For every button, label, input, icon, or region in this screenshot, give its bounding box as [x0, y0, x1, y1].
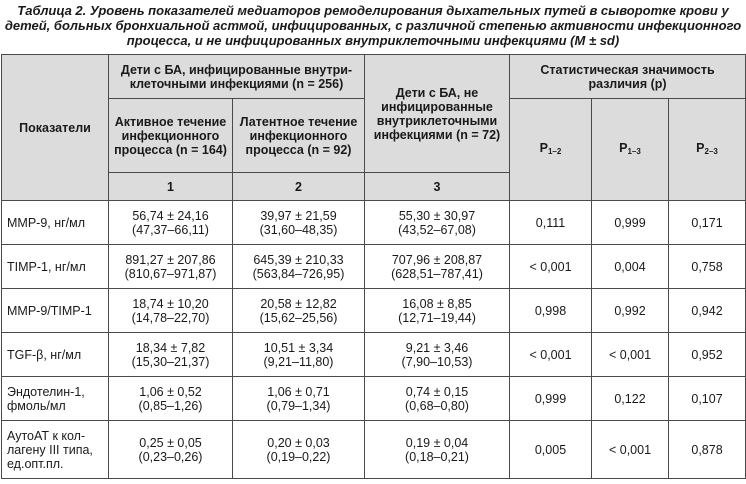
- header-p12: $P_{1-2}$: [510, 99, 592, 201]
- row-label: АутоАТ к коллагену III типа, ед.опт.пл.: [2, 421, 109, 479]
- cell-p13: < 0,001: [592, 421, 669, 479]
- cell-p23: 0,952: [669, 333, 746, 377]
- cell-group-1: 891,27 ± 207,86 (810,67–971,87): [109, 245, 233, 289]
- cell-group-2: 0,20 ± 0,03 (0,19–0,22): [233, 421, 365, 479]
- cell-p23: 0,878: [669, 421, 746, 479]
- header-col-2: 2: [233, 173, 365, 201]
- cell-p23: 0,942: [669, 289, 746, 333]
- header-p13: $P_{1-3}$: [592, 99, 669, 201]
- data-table: [1, 54, 746, 479]
- header-indicator: Показатели: [2, 55, 109, 201]
- row-label: MMP-9, нг/мл: [2, 201, 109, 245]
- cell-p12: 0,998: [510, 289, 592, 333]
- header-p23: $P_{2-3}$: [669, 99, 746, 201]
- cell-p12: 0,111: [510, 201, 592, 245]
- header-col-1: 1: [109, 173, 233, 201]
- header-significance: Статистическая значимость различия (p): [510, 55, 746, 99]
- cell-p12: < 0,001: [510, 245, 592, 289]
- header-col-3: 3: [365, 173, 510, 201]
- cell-p13: 0,122: [592, 377, 669, 421]
- row-label: TGF-β, нг/мл: [2, 333, 109, 377]
- table-caption: Таблица 2. Уровень показателей медиаторов ремоделирования дыхательных путей в сыворотке крови у детей, больных бронхиальной астмой, инфицированных, с различной степенью активности инфекционного процесса, и не инфицированных внутриклеточными инфекциями (M ± sd): [4, 3, 742, 48]
- cell-group-3: 55,30 ± 30,97 (43,52–67,08): [365, 201, 510, 245]
- cell-p12: 0,005: [510, 421, 592, 479]
- cell-p13: 0,999: [592, 201, 669, 245]
- cell-group-2: 39,97 ± 21,59 (31,60–48,35): [233, 201, 365, 245]
- cell-p13: 0,004: [592, 245, 669, 289]
- header-infected-group: Дети с БА, инфицированные внутриклеточными инфекциями (n = 256): [109, 55, 365, 99]
- header-active: Активное течение инфекционного процесса (n = 164): [109, 99, 233, 173]
- table-row: [2, 201, 746, 245]
- cell-group-3: 16,08 ± 8,85 (12,71–19,44): [365, 289, 510, 333]
- cell-group-1: 1,06 ± 0,52 (0,85–1,26): [109, 377, 233, 421]
- cell-group-2: 20,58 ± 12,82 (15,62–25,56): [233, 289, 365, 333]
- table-row: [2, 289, 746, 333]
- cell-p13: < 0,001: [592, 333, 669, 377]
- cell-group-2: 645,39 ± 210,33 (563,84–726,95): [233, 245, 365, 289]
- cell-p12: < 0,001: [510, 333, 592, 377]
- row-label: TIMP-1, нг/мл: [2, 245, 109, 289]
- cell-group-1: 18,74 ± 10,20 (14,78–22,70): [109, 289, 233, 333]
- cell-group-3: 707,96 ± 208,87 (628,51–787,41): [365, 245, 510, 289]
- cell-p23: 0,758: [669, 245, 746, 289]
- cell-group-2: 1,06 ± 0,71 (0,79–1,34): [233, 377, 365, 421]
- cell-p23: 0,171: [669, 201, 746, 245]
- cell-group-2: 10,51 ± 3,34 (9,21–11,80): [233, 333, 365, 377]
- cell-group-1: 0,25 ± 0,05 (0,23–0,26): [109, 421, 233, 479]
- cell-group-3: 0,19 ± 0,04 (0,18–0,21): [365, 421, 510, 479]
- table-row: [2, 377, 746, 421]
- cell-group-1: 56,74 ± 24,16 (47,37–66,11): [109, 201, 233, 245]
- table-row: [2, 421, 746, 479]
- row-label: MMP-9/TIMP-1: [2, 289, 109, 333]
- cell-p12: 0,999: [510, 377, 592, 421]
- cell-group-3: 0,74 ± 0,15 (0,68–0,80): [365, 377, 510, 421]
- cell-group-3: 9,21 ± 3,46 (7,90–10,53): [365, 333, 510, 377]
- header-noninfected: Дети с БА, не инфицированные внутриклеточными инфекциями (n = 72): [365, 55, 510, 173]
- table-row: [2, 245, 746, 289]
- cell-group-1: 18,34 ± 7,82 (15,30–21,37): [109, 333, 233, 377]
- table-row: [2, 333, 746, 377]
- header-latent: Латентное течение инфекционного процесса (n = 92): [233, 99, 365, 173]
- row-label: Эндотелин-1, фмоль/мл: [2, 377, 109, 421]
- cell-p23: 0,107: [669, 377, 746, 421]
- cell-p13: 0,992: [592, 289, 669, 333]
